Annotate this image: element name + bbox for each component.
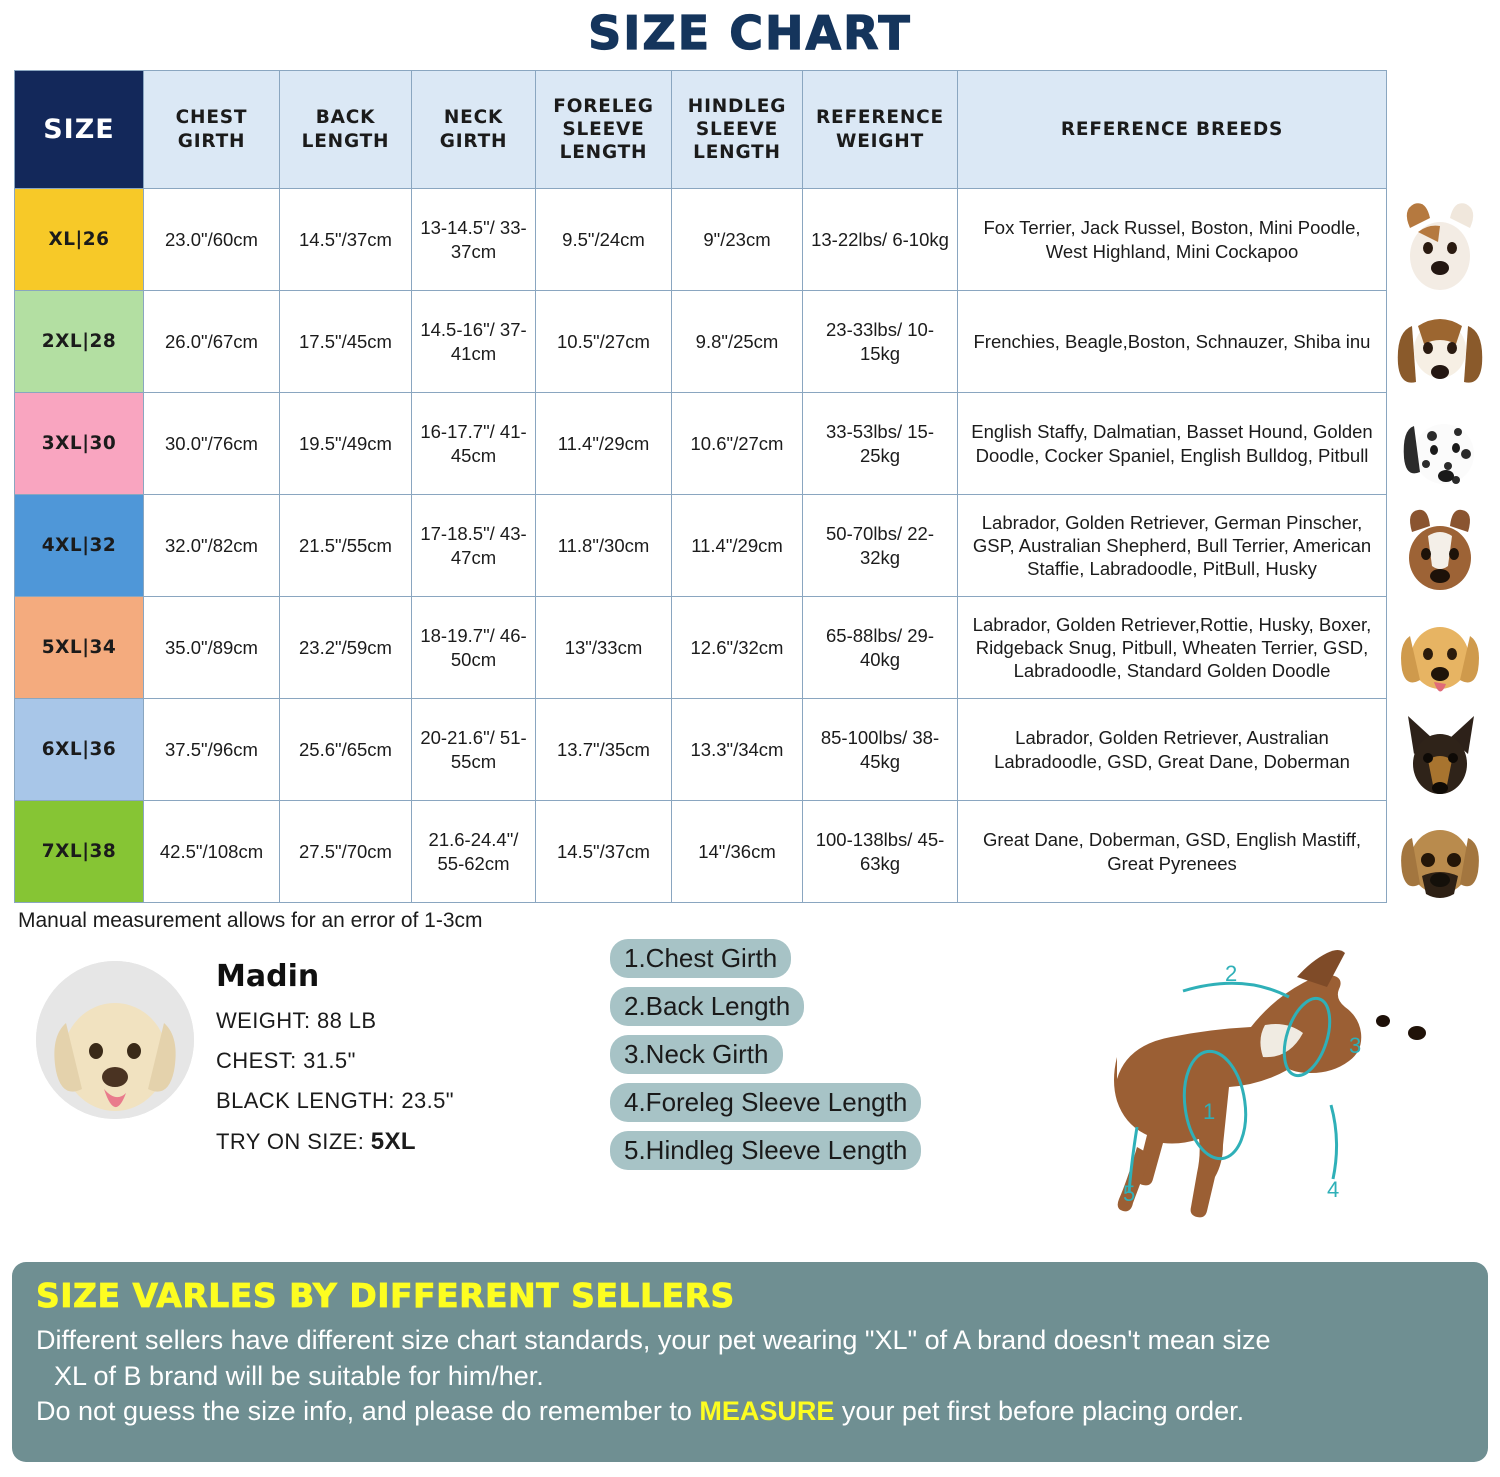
chest-value: 23.0"/60cm <box>144 189 280 291</box>
neck-value: 18-19.7"/ 46-50cm <box>412 597 536 699</box>
dog-back-length: BLACK LENGTH: 23.5" <box>216 1088 454 1113</box>
foreleg-value: 13"/33cm <box>536 597 672 699</box>
back-value: 19.5"/49cm <box>280 393 412 495</box>
foreleg-value: 14.5"/37cm <box>536 801 672 903</box>
breeds-value: Labrador, Golden Retriever,Rottie, Husky, Boxer, Ridgeback Snug, Pitbull, Wheaten Terrier, GSD, Labradoodle, Standard Golden Doodle <box>958 597 1387 699</box>
col-header-neck-girth: NECK GIRTH <box>412 71 536 189</box>
breed-thumbnail-column <box>1388 198 1492 912</box>
col-header-foreleg-sleeve-length: FORELEG SLEEVE LENGTH <box>536 71 672 189</box>
hindleg-value: 10.6"/27cm <box>672 393 803 495</box>
table-row <box>15 291 1387 393</box>
back-value: 23.2"/59cm <box>280 597 412 699</box>
neck-value: 16-17.7"/ 41-45cm <box>412 393 536 495</box>
foreleg-value: 9.5"/24cm <box>536 189 672 291</box>
seller-size-warning-banner <box>12 1262 1488 1462</box>
chest-value: 26.0"/67cm <box>144 291 280 393</box>
diagram-label-3: 3 <box>1349 1033 1362 1058</box>
neck-value: 13-14.5"/ 33-37cm <box>412 189 536 291</box>
page-title: SIZE CHART <box>588 6 912 60</box>
measure-step-chest-girth: 1.Chest Girth <box>610 939 791 978</box>
hindleg-value: 11.4"/29cm <box>672 495 803 597</box>
breed-photo-golden-retriever <box>1388 606 1492 708</box>
breeds-value: Frenchies, Beagle,Boston, Schnauzer, Shiba inu <box>958 291 1387 393</box>
weight-value: 100-138lbs/ 45-63kg <box>803 801 958 903</box>
neck-value: 20-21.6"/ 51-55cm <box>412 699 536 801</box>
col-header-reference-breeds: REFERENCE BREEDS <box>958 71 1387 189</box>
hindleg-value: 9.8"/25cm <box>672 291 803 393</box>
breed-photo-dalmatian <box>1388 402 1492 504</box>
size-cell-2xl: 2XL|28 <box>15 291 144 393</box>
size-cell-xl: XL|26 <box>15 189 144 291</box>
table-row <box>15 801 1387 903</box>
col-header-reference-weight: REFERENCE WEIGHT <box>803 71 958 189</box>
breeds-value: Labrador, Golden Retriever, German Pinscher, GSP, Australian Shepherd, Bull Terrier, American Staffie, Labradoodle, PitBull, Husky <box>958 495 1387 597</box>
col-header-size: SIZE <box>15 71 144 189</box>
table-row <box>15 393 1387 495</box>
banner-line-2: XL of B brand will be suitable for him/her. <box>54 1360 544 1391</box>
chest-value: 30.0"/76cm <box>144 393 280 495</box>
hindleg-value: 9"/23cm <box>672 189 803 291</box>
dog-chest: CHEST: 31.5" <box>216 1048 356 1073</box>
weight-value: 50-70lbs/ 22-32kg <box>803 495 958 597</box>
profile-info <box>216 949 454 1170</box>
size-cell-7xl: 7XL|38 <box>15 801 144 903</box>
table-row <box>15 699 1387 801</box>
breed-photo-german-shepherd <box>1388 708 1492 810</box>
back-value: 27.5"/70cm <box>280 801 412 903</box>
back-value: 17.5"/45cm <box>280 291 412 393</box>
hindleg-value: 12.6"/32cm <box>672 597 803 699</box>
banner-line-1: Different sellers have different size chart standards, your pet wearing "XL" of A brand doesn't mean size <box>36 1325 1271 1355</box>
try-on-size-label: TRY ON SIZE: <box>216 1129 365 1154</box>
chest-value: 37.5"/96cm <box>144 699 280 801</box>
banner-line-3-pre: Do not guess the size info, and please do remember to <box>36 1396 700 1427</box>
col-header-back-length: BACK LENGTH <box>280 71 412 189</box>
col-header-hindleg-sleeve-length: HINDLEG SLEEVE LENGTH <box>672 71 803 189</box>
hindleg-value: 14"/36cm <box>672 801 803 903</box>
banner-line-3 <box>36 1394 1468 1430</box>
measure-step-back-length: 2.Back Length <box>610 987 804 1026</box>
foreleg-value: 13.7"/35cm <box>536 699 672 801</box>
breeds-value: Great Dane, Doberman, GSD, English Mastiff, Great Pyrenees <box>958 801 1387 903</box>
foreleg-value: 11.8"/30cm <box>536 495 672 597</box>
breeds-value: Labrador, Golden Retriever, Australian Labradoodle, GSD, Great Dane, Doberman <box>958 699 1387 801</box>
hindleg-value: 13.3"/34cm <box>672 699 803 801</box>
table-row <box>15 597 1387 699</box>
size-cell-5xl: 5XL|34 <box>15 597 144 699</box>
chest-value: 32.0"/82cm <box>144 495 280 597</box>
breeds-value: Fox Terrier, Jack Russel, Boston, Mini Poodle, West Highland, Mini Cockapoo <box>958 189 1387 291</box>
weight-value: 85-100lbs/ 38-45kg <box>803 699 958 801</box>
size-cell-3xl: 3XL|30 <box>15 393 144 495</box>
back-value: 14.5"/37cm <box>280 189 412 291</box>
dog-name: Madin <box>216 959 320 994</box>
breed-photo-american-staffordshire-terrier <box>1388 504 1492 606</box>
table-header-row <box>15 71 1387 189</box>
diagram-label-1: 1 <box>1203 1099 1216 1124</box>
weight-value: 23-33lbs/ 10-15kg <box>803 291 958 393</box>
chest-value: 35.0"/89cm <box>144 597 280 699</box>
size-chart-table <box>14 70 1387 903</box>
banner-title: SIZE VARLES BY DIFFERENT SELLERS <box>36 1276 735 1315</box>
middle-section <box>12 939 1488 1239</box>
avatar <box>36 961 194 1119</box>
dog-try-on-size <box>216 1128 454 1156</box>
banner-measure-highlight: MEASURE <box>699 1396 835 1427</box>
measure-step-neck-girth: 3.Neck Girth <box>610 1035 783 1074</box>
neck-value: 14.5-16"/ 37-41cm <box>412 291 536 393</box>
foreleg-value: 11.4"/29cm <box>536 393 672 495</box>
breed-photo-beagle <box>1388 300 1492 402</box>
breed-photo-great-dane <box>1388 810 1492 912</box>
measure-step-foreleg-sleeve-length: 4.Foreleg Sleeve Length <box>610 1083 921 1122</box>
foreleg-value: 10.5"/27cm <box>536 291 672 393</box>
measure-step-hindleg-sleeve-length: 5.Hindleg Sleeve Length <box>610 1131 921 1170</box>
dog-measurement-diagram <box>997 929 1497 1239</box>
weight-value: 33-53lbs/ 15-25kg <box>803 393 958 495</box>
diagram-label-2: 2 <box>1225 961 1238 986</box>
neck-value: 17-18.5"/ 43-47cm <box>412 495 536 597</box>
chest-value: 42.5"/108cm <box>144 801 280 903</box>
table-row <box>15 495 1387 597</box>
dog-weight: WEIGHT: 88 LB <box>216 1008 377 1033</box>
back-value: 25.6"/65cm <box>280 699 412 801</box>
breeds-value: English Staffy, Dalmatian, Basset Hound, Golden Doodle, Cocker Spaniel, English Bulldog, Pitbull <box>958 393 1387 495</box>
weight-value: 65-88lbs/ 29-40kg <box>803 597 958 699</box>
measurement-steps-list <box>610 939 921 1179</box>
diagram-label-4: 4 <box>1327 1177 1340 1202</box>
size-cell-4xl: 4XL|32 <box>15 495 144 597</box>
sample-dog-profile <box>36 949 454 1170</box>
size-cell-6xl: 6XL|36 <box>15 699 144 801</box>
col-header-chest-girth: CHEST GIRTH <box>144 71 280 189</box>
banner-line-3-post: your pet first before placing order. <box>834 1396 1245 1427</box>
measurement-note: Manual measurement allows for an error of 1-3cm <box>18 909 483 932</box>
try-on-size-value: 5XL <box>370 1128 416 1155</box>
neck-value: 21.6-24.4"/ 55-62cm <box>412 801 536 903</box>
table-row <box>15 189 1387 291</box>
back-value: 21.5"/55cm <box>280 495 412 597</box>
breed-photo-jack-russell-terrier <box>1388 198 1492 300</box>
banner-body <box>36 1323 1468 1430</box>
diagram-label-5: 5 <box>1123 1181 1136 1206</box>
weight-value: 13-22lbs/ 6-10kg <box>803 189 958 291</box>
